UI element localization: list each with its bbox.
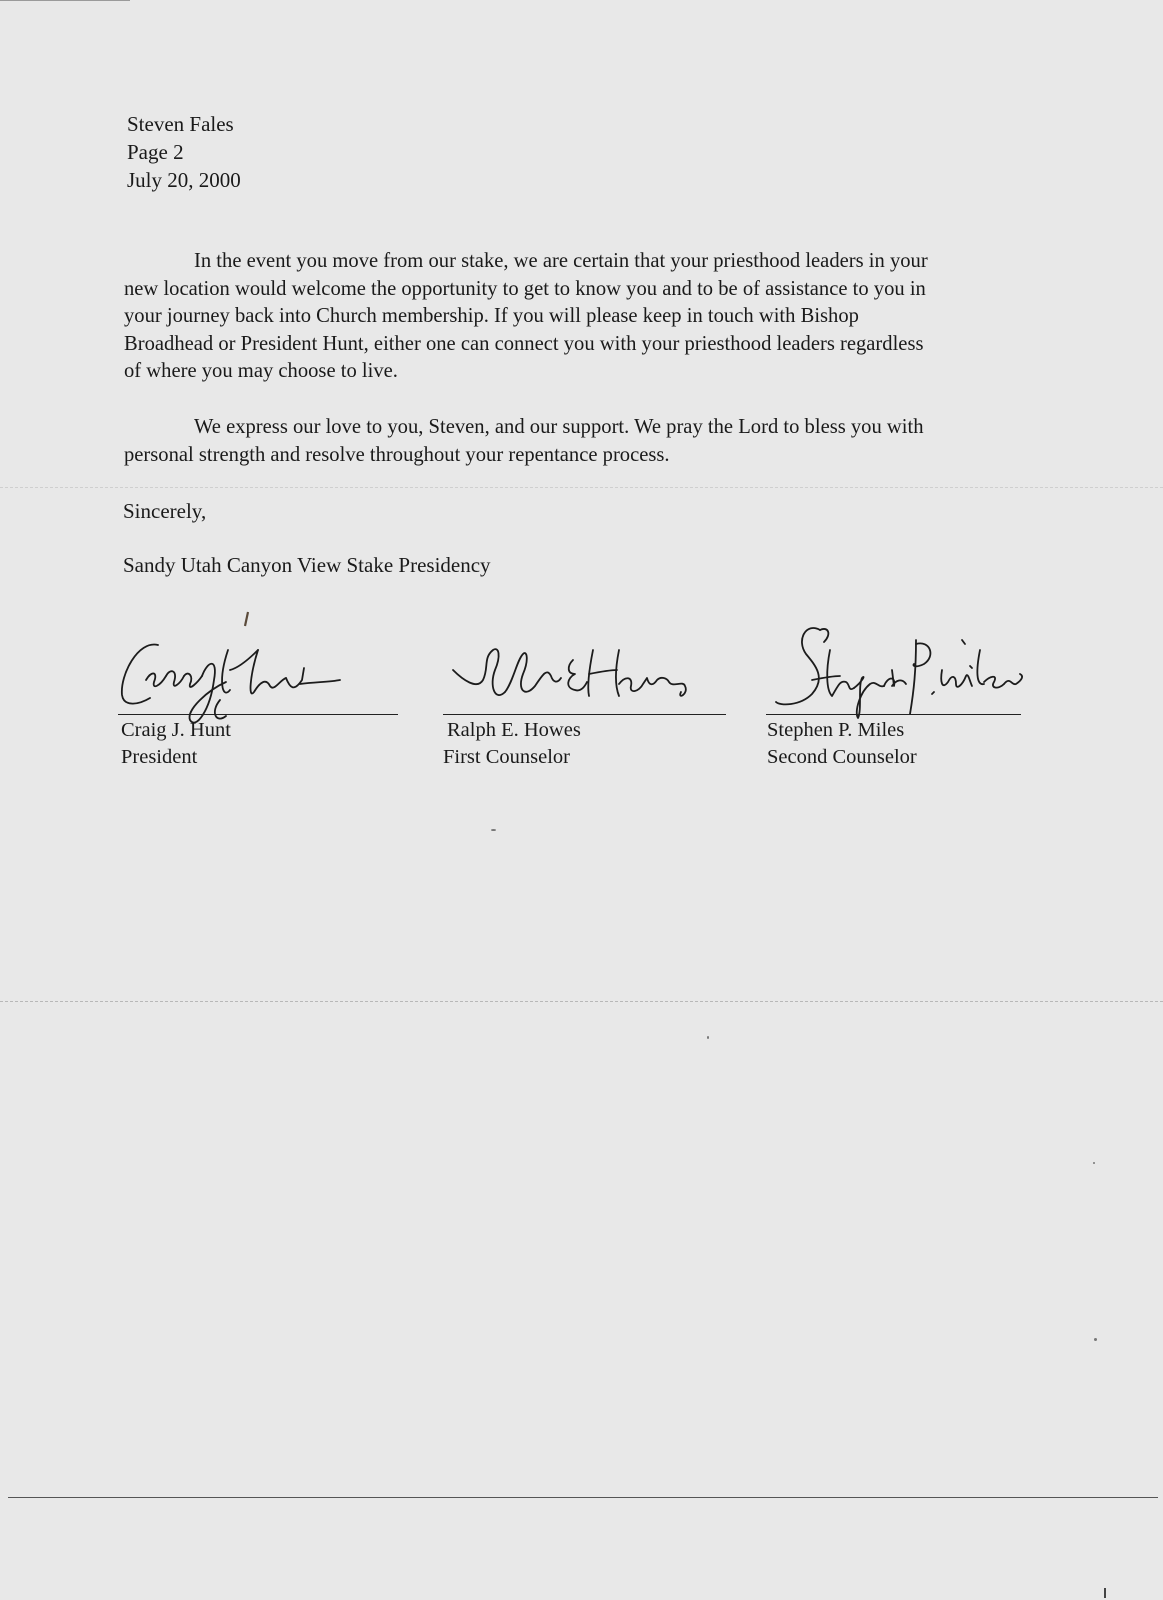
signature-line [766, 714, 1021, 715]
signatory-title: Second Counselor [767, 746, 917, 768]
signature-ralph-howes [443, 620, 733, 720]
fold-line [0, 487, 1163, 488]
page-number: Page 2 [127, 140, 184, 164]
scan-speck [491, 829, 496, 831]
paragraph-2 [124, 414, 1036, 469]
signatory-name: Craig J. Hunt [121, 719, 231, 741]
signature-line [118, 714, 398, 715]
signature-line [443, 714, 726, 715]
signatory-title: President [121, 746, 198, 768]
paragraph-2-line: We express our love to you, Steven, and our support. We pray the Lord to bless you with [194, 416, 924, 438]
signature-block-second-counselor [766, 620, 1056, 780]
signatory-name: Ralph E. Howes [447, 719, 581, 741]
recipient-name: Steven Fales [127, 112, 234, 136]
paragraph-1-line: Broadhead or President Hunt, either one can connect you with your priesthood leaders regardless [124, 332, 924, 355]
organization-name: Sandy Utah Canyon View Stake Presidency [123, 553, 491, 577]
paragraph-2-line: personal strength and resolve throughout your repentance process. [124, 443, 670, 466]
fold-line [0, 1001, 1163, 1002]
paragraph-1 [124, 248, 1036, 386]
paragraph-1-line: new location would welcome the opportunity to get to know you and to be of assistance to you in [124, 277, 926, 300]
scan-edge-mark [0, 0, 130, 1]
signature-block-president [118, 620, 408, 780]
scan-speck [707, 1036, 709, 1039]
paragraph-1-line: In the event you move from our stake, we are certain that your priesthood leaders in your [194, 250, 928, 272]
scan-speck [1104, 1588, 1106, 1598]
paragraph-1-line: of where you may choose to live. [124, 360, 398, 383]
signature-block-first-counselor [443, 620, 733, 780]
scan-speck [1093, 1162, 1095, 1164]
scan-edge-line [8, 1497, 1158, 1498]
signatory-title: First Counselor [443, 746, 570, 768]
signatory-name: Stephen P. Miles [767, 719, 905, 741]
letter-date: July 20, 2000 [127, 168, 241, 192]
letter-header [127, 110, 241, 194]
scan-speck [1094, 1338, 1097, 1341]
paragraph-1-line: your journey back into Church membership. If you will please keep in touch with Bishop [124, 305, 859, 328]
salutation: Sincerely, [123, 499, 207, 523]
signature-craig-hunt [118, 620, 408, 720]
signature-stephen-miles [766, 620, 1056, 720]
